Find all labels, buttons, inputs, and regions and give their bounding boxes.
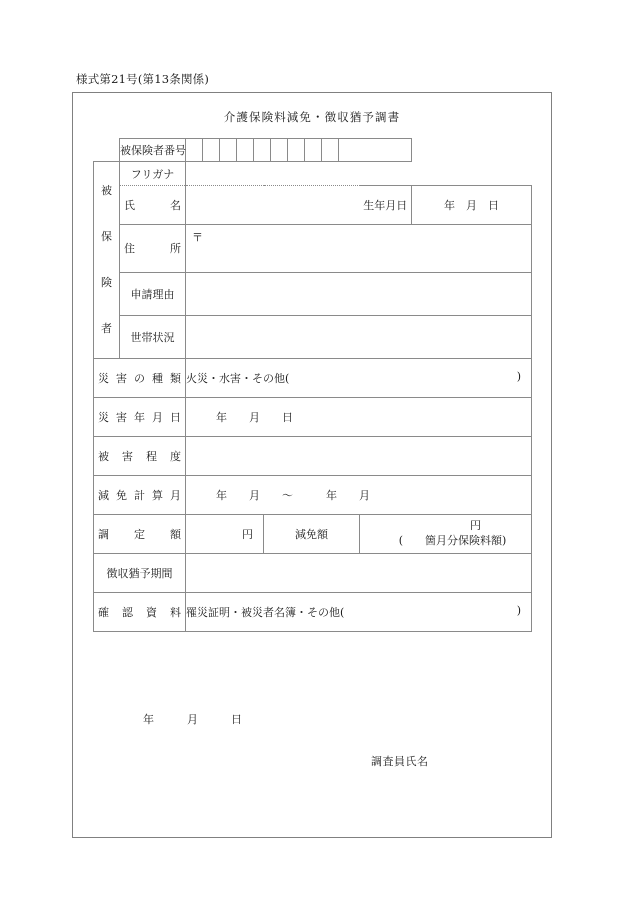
table-row-insured-number xyxy=(94,139,532,162)
number-cell[interactable] xyxy=(288,139,305,161)
spine-char: 険 xyxy=(101,276,112,290)
disaster-date-label: 災害年月日 xyxy=(94,398,186,437)
address-label: 住 所 xyxy=(120,225,186,272)
damage-level-input[interactable] xyxy=(186,437,532,476)
deferral-period-label: 徴収猶予期間 xyxy=(94,554,186,593)
number-cell[interactable] xyxy=(322,139,339,161)
insured-number-label: 被保険者番号 xyxy=(120,139,186,162)
footer-date-line[interactable]: 年 月 日 xyxy=(143,713,242,726)
table-row-damage-level xyxy=(94,437,532,476)
reduction-months-input[interactable]: 年 月 ～ 年 月 xyxy=(186,476,532,515)
reason-label: 申請理由 xyxy=(120,272,186,315)
investigator-name-label[interactable]: 調査員氏名 xyxy=(371,755,429,768)
furigana-label: フリガナ xyxy=(120,162,186,186)
disaster-type-input[interactable] xyxy=(186,359,532,398)
household-label: 世帯状況 xyxy=(120,315,186,358)
birthdate-input[interactable]: 年 月 日 xyxy=(412,186,532,225)
page-title: 介護保険料減免・徴収猶予調書 xyxy=(223,110,401,124)
table-row-amounts xyxy=(94,515,532,554)
address-input[interactable] xyxy=(186,225,532,272)
number-cell[interactable] xyxy=(237,139,254,161)
disaster-type-options: 火災・水害・その他( xyxy=(186,372,290,385)
confirmation-docs-close-paren: ) xyxy=(516,604,521,617)
name-input[interactable] xyxy=(186,186,360,225)
reduction-amount-unit: 円 xyxy=(470,519,481,533)
assessed-amount-label: 調定額 xyxy=(94,515,186,554)
number-cell[interactable] xyxy=(220,139,237,161)
insured-number-boxes[interactable] xyxy=(186,139,411,161)
name-label: 氏 名 xyxy=(120,186,186,225)
row-spacer xyxy=(412,162,532,186)
row-spacer xyxy=(412,139,532,162)
form-frame xyxy=(72,92,552,838)
table-row-address xyxy=(94,225,532,272)
reason-input[interactable] xyxy=(186,272,532,315)
insured-number-input[interactable] xyxy=(186,139,412,162)
main-form-table xyxy=(93,138,532,632)
reduction-amount-input[interactable] xyxy=(360,515,532,554)
spine-char: 保 xyxy=(101,230,112,244)
table-row-confirmation-docs xyxy=(94,593,532,632)
assessed-amount-input[interactable] xyxy=(186,515,264,554)
birthdate-label: 生年月日 xyxy=(360,186,412,225)
household-input[interactable] xyxy=(186,315,532,358)
confirmation-docs-input[interactable] xyxy=(186,593,532,632)
form-number: 様式第21号(第13条関係) xyxy=(76,72,210,86)
reduction-months-label: 減免計算月 xyxy=(94,476,186,515)
table-row-disaster-date xyxy=(94,398,532,437)
table-row-reduction-months xyxy=(94,476,532,515)
disaster-type-close-paren: ) xyxy=(516,370,521,383)
table-row-disaster-type xyxy=(94,359,532,398)
number-cell[interactable] xyxy=(271,139,288,161)
number-cell[interactable] xyxy=(305,139,322,161)
postal-mark-icon: 〒 xyxy=(192,231,203,245)
spine-char: 被 xyxy=(101,184,112,198)
damage-level-label: 被害程度 xyxy=(94,437,186,476)
number-cell[interactable] xyxy=(186,139,203,161)
confirmation-docs-label: 確認資料 xyxy=(94,593,186,632)
reduction-amount-note: ( 箇月分保険料額) xyxy=(398,534,507,547)
assessed-amount-unit: 円 xyxy=(242,528,253,541)
number-cell[interactable] xyxy=(339,139,356,161)
furigana-input[interactable] xyxy=(186,162,360,186)
table-row-deferral-period xyxy=(94,554,532,593)
spine-spacer-top xyxy=(94,139,120,162)
reduction-amount-stack xyxy=(360,519,531,549)
disaster-type-label: 災害の種類 xyxy=(94,359,186,398)
number-cell[interactable] xyxy=(203,139,220,161)
table-row-name xyxy=(94,186,532,225)
insured-spine-label xyxy=(94,162,120,359)
confirmation-docs-options: 罹災証明・被災者名簿・その他( xyxy=(186,606,345,619)
reduction-amount-label: 減免額 xyxy=(264,515,360,554)
table-row-household xyxy=(94,315,532,358)
number-cell[interactable] xyxy=(254,139,271,161)
furigana-gap xyxy=(360,162,412,186)
disaster-date-input[interactable]: 年 月 日 xyxy=(186,398,532,437)
deferral-period-input[interactable] xyxy=(186,554,532,593)
table-row-furigana xyxy=(94,162,532,186)
spine-char: 者 xyxy=(101,322,112,336)
table-row-reason xyxy=(94,272,532,315)
spine-characters xyxy=(94,162,119,358)
